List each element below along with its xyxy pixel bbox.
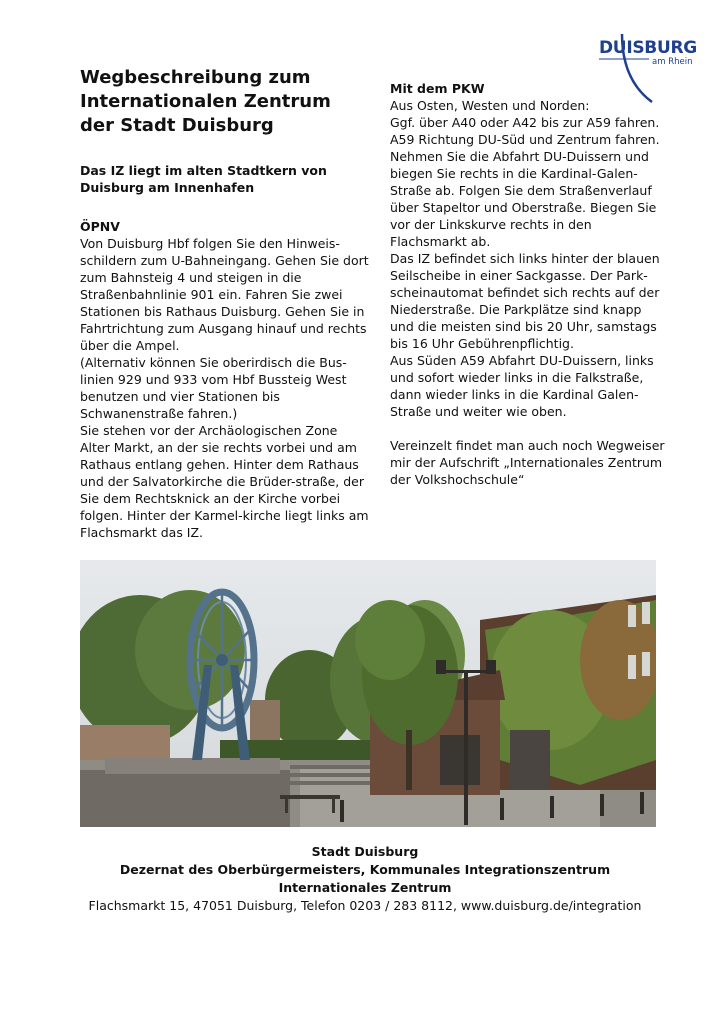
paragraph: Aus Süden A59 Abfahrt DU-Duissern, links und sofort wieder links in die Falkstraße, dann wieder links in die Kardinal Galen-Straße und weiter wie oben.: [390, 353, 654, 419]
building-photo: [80, 560, 656, 827]
paragraph: Das IZ befindet sich links hinter der blauen Seilscheibe in einer Sackgasse. Der Park-scheinautomat befindet sich rechts auf der Niederstraße. Die Parkplätze sind knapp und die meisten sind bis 20 Uhr, samstags bis 16 Uhr Gebührenpflichtig.: [390, 251, 660, 351]
section-heading-public-transport: ÖPNV: [80, 219, 120, 234]
spacer: [390, 420, 666, 437]
section-heading-car: Mit dem PKW: [390, 81, 485, 96]
logo-word: DUISBURG: [599, 38, 697, 58]
paragraph: Aus Osten, Westen und Norden:: [390, 98, 590, 113]
right-column: [390, 80, 666, 488]
footer: [40, 843, 690, 915]
location-subtitle: Das IZ liegt im alten Stadtkern von Duisburg am Innenhafen: [80, 163, 327, 195]
paragraph: Sie stehen vor der Archäologischen Zone Alter Markt, an der sie rechts vorbei und am Rathaus entlang gehen. Hinter dem Rathaus und der Salvatorkirche die Brüder-straße, der Sie dem Rechtsknick an der Kirche vorbei folgen. Hinter der Karmel-kirche liegt links am Flachsmarkt das IZ.: [80, 423, 369, 540]
page-title: Wegbeschreibung zum Internationalen Zentrum der Stadt Duisburg: [80, 67, 331, 136]
logo-subline: am Rhein: [652, 57, 693, 67]
signage-note: Vereinzelt findet man auch noch Wegweiser mir der Aufschrift „Internationales Zentrum der Volkshochschule“: [390, 438, 665, 487]
paragraph: Ggf. über A40 oder A42 bis zur A59 fahren. A59 Richtung DU-Süd und Zentrum fahren. Nehmen Sie die Abfahrt DU-Duissern und biegen Sie rechts in die Kardinal-Galen-Straße ab. Folgen Sie dem Straßenverlauf über Stapeltor und Oberstraße. Biegen Sie vor der Linkskurve rechts in den Flachsmarkt ab.: [390, 115, 660, 249]
paragraph: (Alternativ können Sie oberirdisch die Bus-linien 929 und 933 vom Hbf Bussteig West benutzen und vier Stationen bis Schwanenstraße fahren.): [80, 355, 347, 421]
photo-illustration: [80, 560, 656, 827]
footer-org: Stadt Duisburg: [311, 844, 419, 859]
left-column: [80, 66, 370, 541]
footer-unit: Internationales Zentrum: [278, 880, 452, 895]
footer-department: Dezernat des Oberbürgermeisters, Kommunales Integrationszentrum: [119, 862, 611, 877]
footer-address: Flachsmarkt 15, 47051 Duisburg, Telefon 0203 / 283 8112, www.duisburg.de/integration: [88, 898, 642, 913]
paragraph: Von Duisburg Hbf folgen Sie den Hinweis-schildern zum U-Bahneingang. Gehen Sie dort zum Bahnsteig 4 und steigen in die Straßenbahnlinie 901 ein. Fahren Sie zwei Stationen bis Rathaus Duisburg. Gehen Sie in Fahrtrichtung zum Ausgang hinauf und rechts über die Ampel.: [80, 236, 369, 353]
